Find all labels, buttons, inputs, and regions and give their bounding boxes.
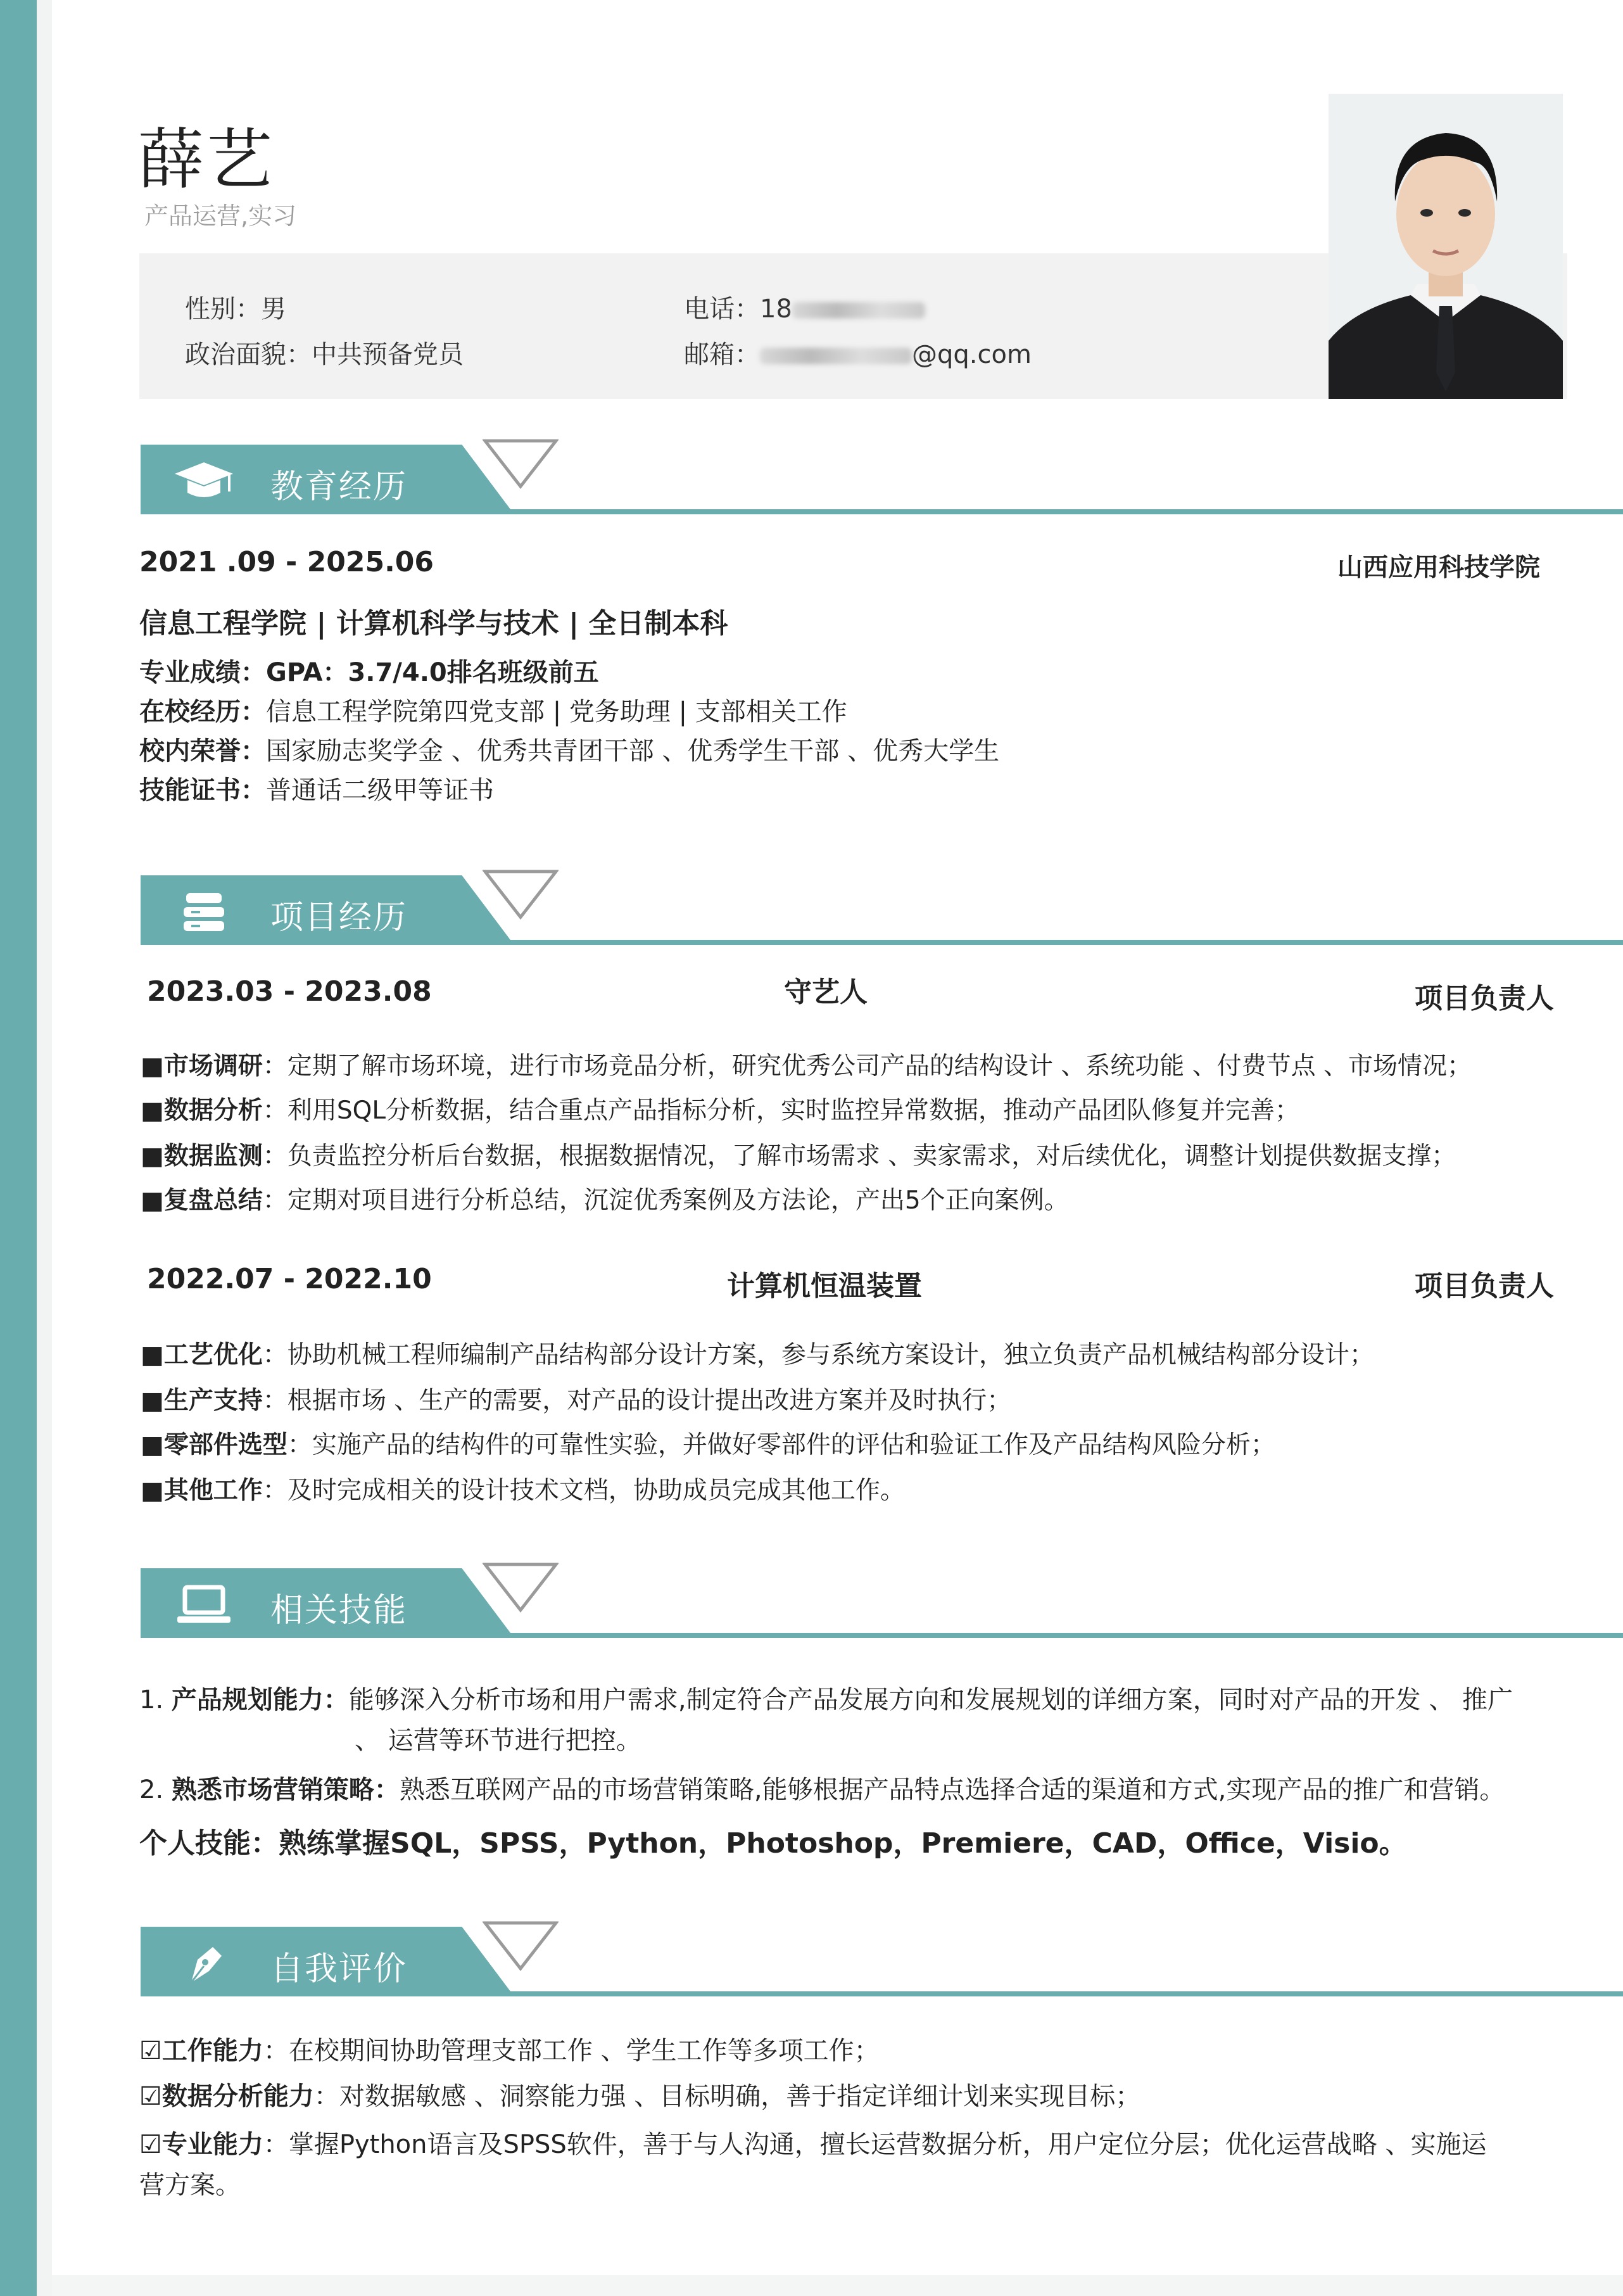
graduation-cap-icon (172, 459, 236, 504)
project-item: ■数据分析：利用SQL分析数据，结合重点产品指标分析，实时监控异常数据，推动产品团队修复并完善； (141, 1096, 1300, 1125)
section-rule (141, 1633, 1623, 1638)
profile-photo (1329, 94, 1563, 399)
job-intention: 产品运营,实习 (144, 202, 297, 230)
project-role: 项目负责人 (1415, 1270, 1554, 1302)
skill-item: 1. 产品规划能力：能够深入分析市场和用户需求,制定符合产品发展方向和发展规划的详细方案，同时对产品的开发 、 推广 (139, 1685, 1513, 1715)
edu-dates: 2021 .09 - 2025.06 (139, 546, 434, 578)
section-title-projects: 项目经历 (270, 899, 408, 937)
self-eval-item-continued: 营方案。 (139, 2171, 241, 2200)
side-bar-shadow (37, 0, 52, 2296)
section-rule (141, 940, 1623, 945)
edu-row: 在校经历：信息工程学院第四党支部 | 党务助理 | 支部相关工作 (139, 697, 847, 726)
triangle-decoration-icon (483, 1562, 559, 1613)
project-item: ■复盘总结：定期对项目进行分析总结，沉淀优秀案例及方法论，产出5个正向案例。 (141, 1186, 1069, 1215)
laptop-icon (172, 1582, 236, 1628)
section-header-self (141, 1920, 1623, 2015)
triangle-decoration-icon (483, 869, 559, 920)
self-eval-item: ☑工作能力：在校期间协助管理支部工作 、学生工作等多项工作； (139, 2036, 880, 2065)
skill-item-continued: 、 运营等环节进行把控。 (355, 1726, 641, 1755)
self-eval-item: ☑数据分析能力：对数据敏感 、洞察能力强 、目标明确，善于指定详细计划来实现目标； (139, 2082, 1141, 2111)
phone-field: 电话：18 (684, 289, 925, 325)
project-role: 项目负责人 (1415, 982, 1554, 1015)
project-item: ■零部件选型：实施产品的结构件的可靠性实验，并做好零部件的评估和验证工作及产品结构风险分析； (141, 1431, 1275, 1459)
section-title-skills: 相关技能 (270, 1592, 408, 1630)
edu-row: 校内荣誉：国家励志奖学金 、优秀共青团干部 、优秀学生干部 、优秀大学生 (139, 737, 1000, 766)
edu-major-line: 信息工程学院 | 计算机科学与技术 | 全日制本科 (139, 607, 728, 640)
candidate-name: 薛艺 (138, 121, 275, 198)
project-dates: 2023.03 - 2023.08 (147, 975, 432, 1008)
project-item: ■生产支持：根据市场 、生产的需要，对产品的设计提出改进方案并及时执行； (141, 1386, 1012, 1415)
email-field: 邮箱： @qq.com (684, 340, 1032, 369)
side-bar-accent (0, 0, 37, 2296)
project-item: ■工艺优化：协助机械工程师编制产品结构部分设计方案，参与系统方案设计，独立负责产品机械结构部分设计； (141, 1341, 1374, 1369)
edu-school: 山西应用科技学院 (1337, 553, 1540, 582)
section-rule (141, 1991, 1623, 1996)
politics-field: 政治面貌：中共预备党员 (185, 340, 464, 369)
section-header-education (141, 438, 1623, 533)
redacted-email (760, 348, 912, 364)
gender-field: 性别：男 (185, 295, 286, 324)
project-dates: 2022.07 - 2022.10 (147, 1263, 432, 1295)
section-header-skills (141, 1562, 1623, 1657)
self-eval-item: ☑专业能力：掌握Python语言及SPSS软件，善于与人沟通，擅长运营数据分析，用户定位分层；优化运营战略 、实施运 (139, 2130, 1487, 2159)
skill-item: 2. 熟悉市场营销策略：熟悉互联网产品的市场营销策略,能够根据产品特点选择合适的渠道和方式,实现产品的推广和营销。 (139, 1775, 1505, 1804)
server-stack-icon (172, 889, 236, 935)
personal-skills: 个人技能：熟练掌握SQL，SPSS，Python，Photoshop，Premiere，CAD，Office，Visio。 (139, 1827, 1407, 1860)
portrait-illustration (1329, 94, 1563, 399)
section-rule (141, 509, 1623, 514)
project-title: 守艺人 (784, 976, 868, 1008)
redacted-phone (792, 302, 925, 319)
project-item: ■数据监测：负责监控分析后台数据，根据数据情况，了解市场需求 、卖家需求，对后续优化，调整计划提供数据支撑； (141, 1142, 1456, 1170)
edu-row: 技能证书：普通话二级甲等证书 (139, 776, 494, 805)
section-title-education: 教育经历 (270, 468, 408, 506)
triangle-decoration-icon (483, 438, 559, 489)
project-title: 计算机恒温装置 (727, 1270, 922, 1302)
section-header-projects (141, 869, 1623, 964)
pen-icon (172, 1941, 236, 1986)
bottom-band (52, 2275, 1623, 2296)
project-item: ■其他工作：及时完成相关的设计技术文档，协助成员完成其他工作。 (141, 1476, 905, 1505)
triangle-decoration-icon (483, 1920, 559, 1971)
section-title-self: 自我评价 (270, 1950, 408, 1988)
project-item: ■市场调研：定期了解市场环境，进行市场竞品分析，研究优秀公司产品的结构设计 、系统功能 、付费节点 、市场情况； (141, 1052, 1472, 1081)
edu-row: 专业成绩：GPA：3.7/4.0排名班级前五 (139, 658, 599, 687)
